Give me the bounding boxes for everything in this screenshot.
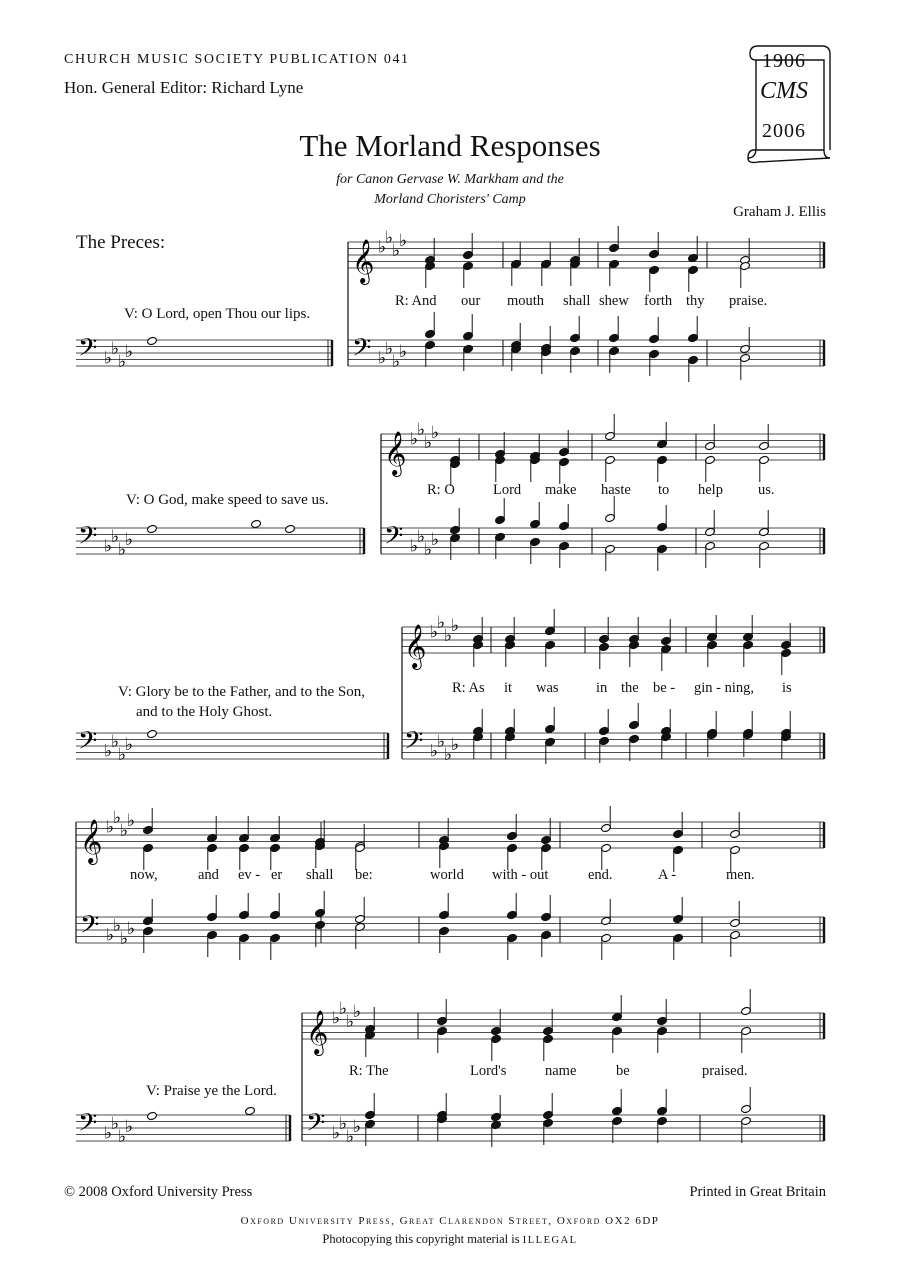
lyric: help	[698, 482, 723, 498]
lyric: shew	[599, 293, 629, 309]
logo-monogram: CMS	[760, 78, 808, 104]
bass-clef: 𝄢	[78, 1108, 98, 1144]
flat-sign: ♭	[127, 919, 136, 939]
flat-sign: ♭	[106, 817, 115, 838]
lyric: haste	[601, 482, 631, 498]
flat-sign: ♭	[332, 1008, 341, 1029]
flat-sign: ♭	[125, 1117, 134, 1137]
notehead	[147, 336, 158, 345]
lyric: shall	[306, 867, 334, 883]
lyric: shall	[563, 293, 591, 309]
flat-sign: ♭	[118, 1126, 127, 1147]
photocopy-notice	[0, 1232, 900, 1247]
lyric: be:	[355, 867, 373, 883]
lyric: is	[782, 680, 792, 696]
flat-sign: ♭	[451, 735, 460, 755]
lyric: end.	[588, 867, 613, 883]
notehead	[245, 1106, 256, 1115]
versicle-2: V: O God, make speed to save us.	[126, 492, 329, 508]
flat-sign: ♭	[125, 530, 134, 550]
general-editor: Hon. General Editor: Richard Lyne	[64, 78, 304, 97]
lyric: R: The	[349, 1063, 389, 1079]
lyric: mouth	[507, 293, 545, 309]
flat-sign: ♭	[125, 342, 134, 362]
flat-sign: ♭	[106, 925, 115, 946]
lyric: A -	[658, 867, 677, 883]
flat-sign: ♭	[399, 342, 408, 362]
flat-sign: ♭	[339, 1113, 348, 1134]
flat-sign: ♭	[444, 625, 453, 646]
versicle-1: V: O Lord, open Thou our lips.	[124, 306, 311, 322]
lyric: world	[430, 867, 464, 883]
lyric: be	[616, 1063, 630, 1079]
flat-sign: ♭	[339, 998, 348, 1019]
flat-sign: ♭	[118, 744, 127, 765]
logo-year-end: 2006	[762, 120, 806, 142]
flat-sign: ♭	[332, 1123, 341, 1144]
flat-sign: ♭	[120, 928, 129, 949]
flat-sign: ♭	[346, 1011, 355, 1032]
notice-word: ILLEGAL	[522, 1235, 578, 1246]
treble-clef: 𝄞	[404, 624, 427, 668]
flat-sign: ♭	[385, 338, 394, 359]
publisher-address: Oxford University Press, Great Clarendon Street, Oxford OX2 6DP	[240, 1215, 660, 1227]
versicle-3-line-1: V: Glory be to the Father, and to the Son,	[118, 684, 365, 700]
flat-sign: ♭	[125, 735, 134, 755]
notehead	[147, 524, 158, 533]
flat-sign: ♭	[437, 612, 446, 633]
lyric: thy	[686, 293, 705, 309]
flat-sign: ♭	[346, 1126, 355, 1147]
flat-sign: ♭	[104, 536, 113, 557]
composer: Graham J. Ellis	[733, 204, 826, 220]
flat-sign: ♭	[104, 741, 113, 762]
bass-clef: 𝄢	[78, 521, 98, 557]
lyric: it	[504, 680, 513, 696]
bass-clef: 𝄢	[384, 521, 404, 557]
notehead	[147, 729, 158, 738]
flat-sign: ♭	[353, 1002, 362, 1022]
lyric: now,	[130, 867, 158, 883]
lyric: and	[198, 867, 219, 883]
bass-clef: 𝄢	[78, 726, 98, 762]
flat-sign: ♭	[378, 348, 387, 369]
treble-clef: 𝄞	[306, 1010, 329, 1054]
flat-sign: ♭	[417, 526, 426, 547]
lyric: in	[596, 680, 608, 696]
lyric: the	[621, 680, 639, 696]
flat-sign: ♭	[417, 419, 426, 440]
flat-sign: ♭	[353, 1117, 362, 1137]
flat-sign: ♭	[424, 539, 433, 560]
flat-sign: ♭	[385, 227, 394, 248]
lyric: praise.	[729, 293, 768, 309]
versicle-5: V: Praise ye the Lord.	[146, 1083, 277, 1099]
flat-sign: ♭	[118, 539, 127, 560]
flat-sign: ♭	[113, 915, 122, 936]
flat-sign: ♭	[111, 338, 120, 359]
flat-sign: ♭	[104, 348, 113, 369]
flat-sign: ♭	[111, 526, 120, 547]
flat-sign: ♭	[392, 240, 401, 261]
copyright: © 2008 Oxford University Press	[64, 1184, 253, 1200]
lyric: er	[271, 867, 283, 883]
printed-in: Printed in Great Britain	[689, 1184, 826, 1200]
bass-clef: 𝄢	[352, 333, 372, 369]
logo-year-start: 1906	[762, 50, 806, 72]
treble-clef: 𝄞	[80, 819, 103, 863]
flat-sign: ♭	[118, 351, 127, 372]
section-heading: The Preces:	[76, 232, 166, 253]
flat-sign: ♭	[111, 731, 120, 752]
lyric: praised.	[702, 1063, 748, 1079]
flat-sign: ♭	[410, 536, 419, 557]
flat-sign: ♭	[392, 351, 401, 372]
lyric: R: And	[395, 293, 437, 309]
lyric: be -	[653, 680, 676, 696]
bass-clef: 𝄢	[306, 1108, 326, 1144]
lyric: Lord's	[470, 1063, 507, 1079]
lyric: forth	[644, 293, 673, 309]
flat-sign: ♭	[430, 741, 439, 762]
dedication-line-2: Morland Choristers' Camp	[374, 192, 526, 207]
notice-prefix: Photocopying this copyright material is	[322, 1232, 520, 1246]
page-title: The Morland Responses	[299, 128, 601, 163]
lyric: Lord	[493, 482, 522, 498]
treble-clef: 𝄞	[384, 431, 407, 475]
lyric: gin - ning,	[694, 680, 755, 696]
lyric: with - out	[492, 867, 549, 883]
flat-sign: ♭	[444, 744, 453, 765]
lyric: men.	[726, 867, 755, 883]
flat-sign: ♭	[431, 530, 440, 550]
bass-clef: 𝄢	[80, 910, 100, 946]
lyric: ev -	[238, 867, 261, 883]
flat-sign: ♭	[424, 432, 433, 453]
dedication-line-1: for Canon Gervase W. Markham and the	[336, 172, 564, 187]
flat-sign: ♭	[111, 1113, 120, 1134]
lyric: to	[658, 482, 670, 498]
flat-sign: ♭	[451, 616, 460, 636]
lyric: make	[545, 482, 577, 498]
versicle-3-line-2: and to the Holy Ghost.	[136, 704, 273, 720]
flat-sign: ♭	[120, 820, 129, 841]
flat-sign: ♭	[431, 423, 440, 443]
flat-sign: ♭	[430, 622, 439, 643]
bass-clef: 𝄢	[78, 333, 98, 369]
flat-sign: ♭	[127, 811, 136, 831]
flat-sign: ♭	[378, 237, 387, 258]
lyric: our	[461, 293, 481, 309]
flat-sign: ♭	[113, 807, 122, 828]
treble-clef: 𝄞	[352, 239, 375, 283]
lyric: R: O	[427, 482, 455, 498]
bass-clef: 𝄢	[404, 726, 424, 762]
flat-sign: ♭	[104, 1123, 113, 1144]
lyric: name	[545, 1063, 577, 1079]
flat-sign: ♭	[437, 731, 446, 752]
notehead	[251, 519, 262, 528]
flat-sign: ♭	[410, 429, 419, 450]
lyric: us.	[758, 482, 775, 498]
series-title: CHURCH MUSIC SOCIETY PUBLICATION 041	[64, 52, 410, 67]
notehead	[285, 524, 296, 533]
lyric: R: As	[452, 680, 485, 696]
flat-sign: ♭	[399, 231, 408, 251]
notehead	[147, 1111, 158, 1120]
lyric: was	[536, 680, 559, 696]
